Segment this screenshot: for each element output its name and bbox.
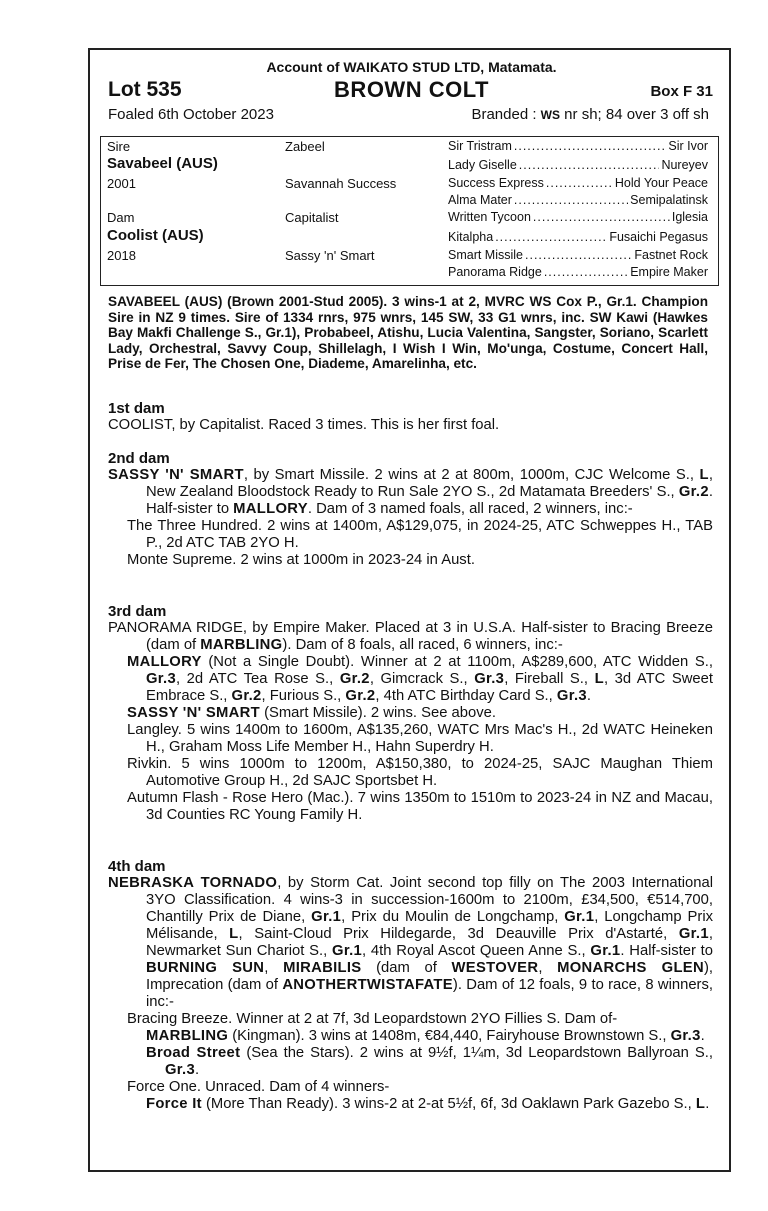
fourth-dam-section bbox=[108, 858, 713, 1113]
pedigree-table bbox=[100, 136, 719, 286]
foaled-date: Foaled 6th October 2023 bbox=[108, 106, 274, 123]
catalogue-page bbox=[88, 48, 731, 1172]
sire-dam: Savannah Success bbox=[285, 176, 397, 191]
first-dam-text: COOLIST, by Capitalist. Raced 3 times. This is her first foal. bbox=[108, 417, 500, 433]
brand-mark: WS bbox=[540, 108, 561, 122]
section-heading: 2nd dam bbox=[108, 450, 170, 467]
first-dam-section bbox=[108, 400, 713, 434]
dam-label: Dam bbox=[107, 210, 135, 225]
section-heading: 3rd dam bbox=[108, 603, 167, 620]
second-dam-section bbox=[108, 450, 713, 569]
dam-year: 2018 bbox=[107, 248, 136, 263]
section-heading: 4th dam bbox=[108, 858, 166, 875]
ggp-sire: Empire Maker bbox=[630, 265, 708, 279]
foal-entry: Force One. Unraced. Dam of 4 winners- bbox=[127, 1079, 390, 1095]
box-number: Box F 31 bbox=[650, 83, 713, 100]
ggp-name: Kitalpha bbox=[448, 230, 494, 244]
foal-entry: MARBLING (Kingman). 3 wins at 1408m, €84,440, Fairyhouse Brownstown S., Gr.3. bbox=[146, 1028, 705, 1044]
foal-entry: Broad Street (Sea the Stars). 2 wins at 9½f, 1¼m, 3d Leopardstown Ballyroan S., Gr.3. bbox=[146, 1045, 713, 1078]
sire-year: 2001 bbox=[107, 176, 136, 191]
dam-name: Coolist (AUS) bbox=[107, 227, 204, 244]
foal-entry: Langley. 5 wins 1400m to 1600m, A$135,260, WATC Mrs Mac's H., 2d WATC Heineken H., Graham Moss Life Member H., Hahn Superdry H. bbox=[127, 722, 713, 755]
ggp-row bbox=[448, 158, 708, 172]
foal-entry: SASSY 'N' SMART (Smart Missile). 2 wins. See above. bbox=[127, 705, 496, 721]
ggp-sire: Fastnet Rock bbox=[634, 248, 708, 262]
ggp-row bbox=[448, 230, 708, 244]
ggp-name: Alma Mater bbox=[448, 193, 512, 207]
ggp-name: Smart Missile bbox=[448, 248, 524, 262]
sire-label: Sire bbox=[107, 139, 131, 154]
foal-entry: MALLORY (Not a Single Doubt). Winner at 2 at 1100m, A$289,600, ATC Widden S., Gr.3, 2d ATC Tea Rose S., Gr.2, Gimcrack S., Gr.3, Fireball S., L, 3d ATC Sweet Embrace S., Gr.2, Furious S., Gr.2, 4th ATC Birthday Card S., Gr.3. bbox=[127, 654, 713, 704]
ggp-row bbox=[448, 210, 708, 224]
ggp-row bbox=[448, 176, 708, 190]
ggp-row bbox=[448, 193, 708, 207]
ggp-sire: Fusaichi Pegasus bbox=[609, 230, 708, 244]
sire-summary: SAVABEEL (AUS) (Brown 2001-Stud 2005). 3 wins-1 at 2, MVRC WS Cox P., Gr.1. Champion Sire in NZ 9 times. Sire of 1334 rnrs, 975 wnrs, 145 SW, 33 G1 wnrs, inc. SW Kawi (Hawkes Bay Makfi Challenge S., Gr.1), Probabeel, Atishu, Lucia Valentina, Sangster, Soriano, Scarlett Lady, Orchestral, Savvy Coup, Shillelagh, I Wish I Win, Mo'unga, Costume, Concert Hall, Prise de Fer, The Chosen One, Diademe, Amarelinha, etc. bbox=[108, 294, 708, 371]
dam-dam: Sassy 'n' Smart bbox=[285, 248, 375, 263]
sire-sire: Zabeel bbox=[285, 139, 325, 154]
third-dam-section bbox=[108, 603, 713, 824]
foal-entry: Bracing Breeze. Winner at 2 at 7f, 3d Leopardstown 2YO Fillies S. Dam of- bbox=[127, 1011, 618, 1027]
foal-entry: Autumn Flash - Rose Hero (Mac.). 7 wins 1350m to 1510m to 2023-24 in NZ and Macau, 3d Counties RC Young Family H. bbox=[127, 790, 713, 823]
lot-number: Lot 535 bbox=[108, 78, 182, 101]
third-dam-text: PANORAMA RIDGE, by Empire Maker. Placed at 3 in U.S.A. Half-sister to Bracing Breeze (dam of MARBLING). Dam of 8 foals, all raced, 6 winners, inc:- bbox=[108, 620, 713, 653]
ggp-name: Written Tycoon bbox=[448, 210, 531, 224]
dam-sire: Capitalist bbox=[285, 210, 339, 225]
branded-suffix: nr sh; 84 over 3 off sh bbox=[560, 106, 709, 123]
foal-entry: Rivkin. 5 wins 1000m to 1200m, A$150,380, to 2024-25, SAJC Maughan Thiem Automotive Group H., 2d SAJC Sportsbet H. bbox=[127, 756, 713, 789]
foal-entry: Monte Supreme. 2 wins at 1000m in 2023-24 in Aust. bbox=[127, 552, 475, 568]
fourth-dam-text: NEBRASKA TORNADO, by Storm Cat. Joint second top filly on The 2003 International 3YO Classification. 4 wins-3 in succession-1600m to 2100m, £34,500, €514,700, Chantilly Prix de Diane, Gr.1, Prix du Moulin de Longchamp, Gr.1, Longchamp Prix Mélisande, L, Saint-Cloud Prix Hildegarde, 3d Deauville Prix d'Astarté, Gr.1, Newmarket Sun Chariot S., Gr.1, 4th Royal Ascot Queen Anne S., Gr.1. Half-sister to BURNING SUN, MIRABILIS (dam of WESTOVER, MONARCHS GLEN), Imprecation (dam of ANOTHERTWISTAFATE). Dam of 12 foals, 9 to race, 8 winners, inc:- bbox=[108, 875, 713, 1010]
ggp-name: Lady Giselle bbox=[448, 158, 517, 172]
foal-entry: The Three Hundred. 2 wins at 1400m, A$129,075, in 2024-25, ATC Schweppes H., TAB P., 2d ATC TAB 2YO H. bbox=[127, 518, 713, 551]
ggp-sire: Nureyev bbox=[661, 158, 708, 172]
ggp-row bbox=[448, 139, 708, 153]
branded-prefix: Branded : bbox=[471, 106, 541, 123]
brand-info bbox=[471, 106, 709, 123]
sire-name: Savabeel (AUS) bbox=[107, 155, 218, 172]
ggp-row bbox=[448, 248, 708, 262]
ggp-name: Sir Tristram bbox=[448, 139, 512, 153]
ggp-sire: Iglesia bbox=[671, 210, 708, 224]
vendor-account: Account of WAIKATO STUD LTD, Matamata. bbox=[266, 59, 557, 75]
ggp-sire: Semipalatinsk bbox=[630, 193, 708, 207]
second-dam-text: SASSY 'N' SMART, by Smart Missile. 2 wins at 2 at 800m, 1000m, CJC Welcome S., L, New Zealand Bloodstock Ready to Run Sale 2YO S., 2d Matamata Breeders' S., Gr.2. Half-sister to MALLORY. Dam of 3 named foals, all raced, 2 winners, inc:- bbox=[108, 467, 713, 517]
section-heading: 1st dam bbox=[108, 400, 165, 417]
ggp-row bbox=[448, 265, 708, 279]
ggp-sire: Hold Your Peace bbox=[614, 176, 708, 190]
foal-entry: Force It (More Than Ready). 3 wins-2 at 2-at 5½f, 6f, 3d Oaklawn Park Gazebo S., L. bbox=[146, 1096, 710, 1112]
page-title: BROWN COLT bbox=[334, 77, 489, 102]
ggp-name: Panorama Ridge bbox=[448, 265, 542, 279]
ggp-name: Success Express bbox=[448, 176, 544, 190]
ggp-sire: Sir Ivor bbox=[668, 139, 708, 153]
